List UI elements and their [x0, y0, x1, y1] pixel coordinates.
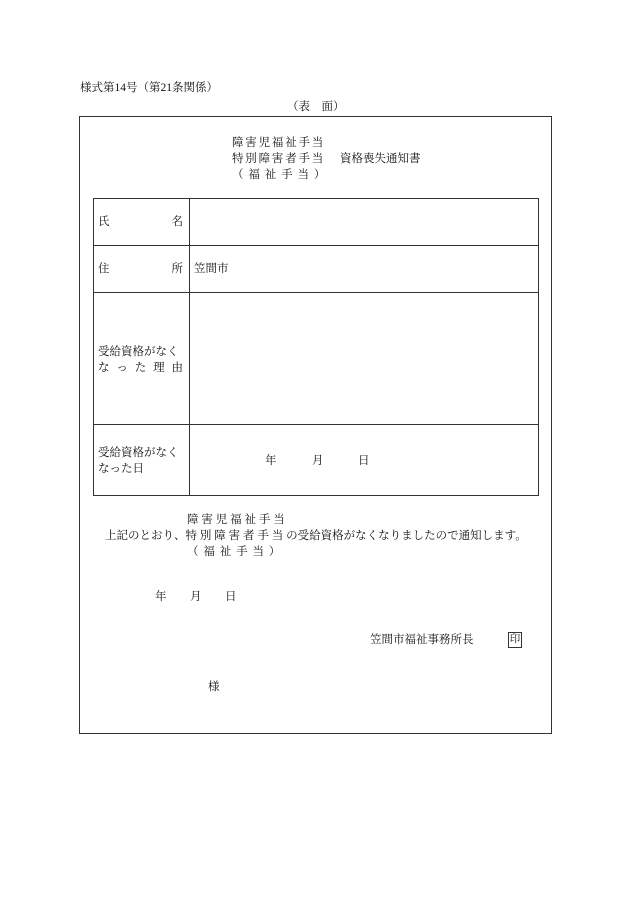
info-table: [93, 198, 539, 496]
form-number: 様式第14号（第21条関係）: [80, 82, 218, 94]
date-label-1: 受給資格がなく: [98, 447, 179, 459]
title-line-2b: 資格喪失通知書: [340, 153, 421, 165]
side-indicator: （表 面）: [287, 101, 345, 113]
notice-line-3: （ 福 祉 手 当 ）: [187, 546, 281, 558]
reason-field: [190, 293, 538, 424]
address-label: 住 所: [98, 263, 183, 275]
table-row-divider: [94, 424, 538, 425]
issuer-name: 笠間市福祉事務所長: [370, 634, 474, 646]
seal-mark: 印: [508, 632, 522, 648]
issue-date-month: 月: [190, 591, 202, 603]
title-line-2a: 特別障害者手当: [232, 153, 326, 165]
title-line-3: （ 福 祉 手 当 ）: [232, 169, 326, 181]
name-field: [190, 199, 538, 245]
date-year: 年: [265, 455, 277, 467]
issue-date-year: 年: [155, 591, 167, 603]
date-label-2: なった日: [98, 463, 144, 475]
title-line-1: 障害児福祉手当: [232, 137, 326, 149]
table-row-divider: [94, 245, 538, 246]
recipient-suffix: 様: [208, 681, 220, 693]
date-month: 月: [312, 455, 324, 467]
reason-label-2: な っ た 理 由: [98, 362, 183, 374]
address-value: 笠間市: [194, 263, 229, 275]
notice-line-1: 障 害 児 福 祉 手 当: [187, 514, 285, 526]
reason-label-1: 受給資格がなく: [98, 346, 179, 358]
issue-date-day: 日: [225, 591, 237, 603]
date-day: 日: [358, 455, 370, 467]
name-label: 氏 名: [98, 216, 183, 228]
notice-line-2: 上記のとおり、特 別 障 害 者 手 当 の受給資格がなくなりましたので通知します。: [105, 530, 527, 542]
